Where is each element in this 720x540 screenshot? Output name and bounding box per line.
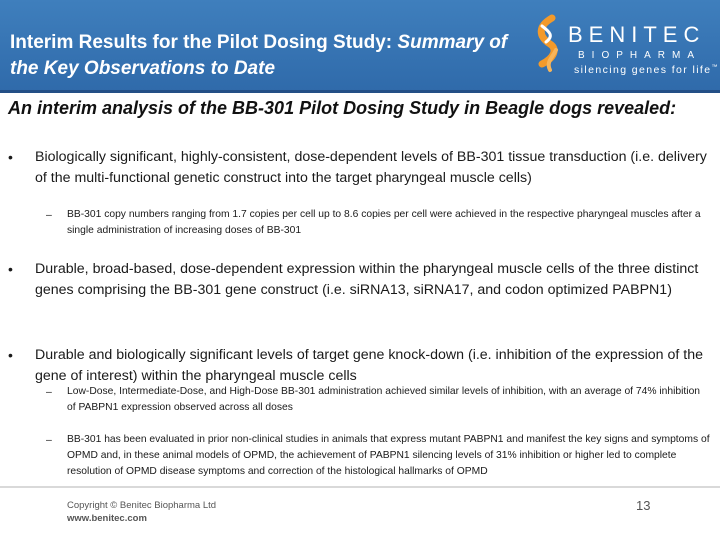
bullet-1: Biologically significant, highly-consistent, dose-dependent levels of BB-301 tissue transduction (i.e. delivery of the multi-functional genetic construct into the target pharyngeal muscle cells) [35, 149, 707, 186]
bullet-marker: • [8, 347, 13, 363]
bullet-marker: • [8, 261, 13, 277]
bullet-3-sub-1: Low-Dose, Intermediate-Dose, and High-Dose BB-301 administration achieved similar levels of inhibition, with an average of 74% inhibition of PABPN1 expression observed across all doses [67, 386, 701, 413]
benitec-logo [528, 14, 718, 84]
intro-heading: An interim analysis of the BB-301 Pilot Dosing Study in Beagle dogs revealed: [8, 98, 677, 118]
logo-tagline [574, 64, 719, 76]
bullet-1-sub-1: BB-301 copy numbers ranging from 1.7 copies per cell up to 8.6 copies per cell were achieved in the respective pharyngeal muscles after a single administration of increasing doses of BB-301 [67, 209, 701, 236]
page-number: 13 [636, 498, 651, 513]
title-bar-rule [0, 90, 720, 93]
sub-bullet-marker: – [46, 209, 52, 221]
logo-tagline-text: silencing genes for life [574, 64, 712, 76]
bullet-2: Durable, broad-based, dose-dependent expression within the pharyngeal muscle cells of the three distinct genes comprising the BB-301 gene construct (i.e. siRNA13, siRNA17, and codon optimized PABPN1) [35, 261, 699, 298]
website-link[interactable]: www.benitec.com [67, 513, 147, 524]
bullet-marker: • [8, 149, 13, 165]
logo-wordmark: BENITEC [568, 22, 706, 47]
helix-logo-icon [528, 14, 568, 74]
logo-trademark: ™ [711, 64, 719, 71]
title-italic: Summary of the Key Observations to Date [10, 32, 508, 79]
slide-title [10, 30, 530, 82]
title-plain: Interim Results for the Pilot Dosing Study: [10, 32, 398, 53]
bullet-3-sub-2: BB-301 has been evaluated in prior non-clinical studies in animals that express mutant PABPN1 and manifest the key signs and symptoms of OPMD and, in these animal models of OPMD, the achievement of PABPN1 silencing levels of 31% inhibition or higher led to complete resolution of OPMD disease symptoms and correction of the histological hallmarks of OPMD [67, 434, 710, 477]
sub-bullet-marker: – [46, 386, 52, 398]
footer-divider [0, 486, 720, 488]
copyright-notice: Copyright © Benitec Biopharma Ltd [67, 500, 217, 511]
sub-bullet-marker: – [46, 434, 52, 446]
bullet-3: Durable and biologically significant levels of target gene knock-down (i.e. inhibition of the expression of the gene of interest) within the pharyngeal muscle cells [35, 347, 703, 384]
logo-subtitle: BIOPHARMA [578, 50, 702, 61]
